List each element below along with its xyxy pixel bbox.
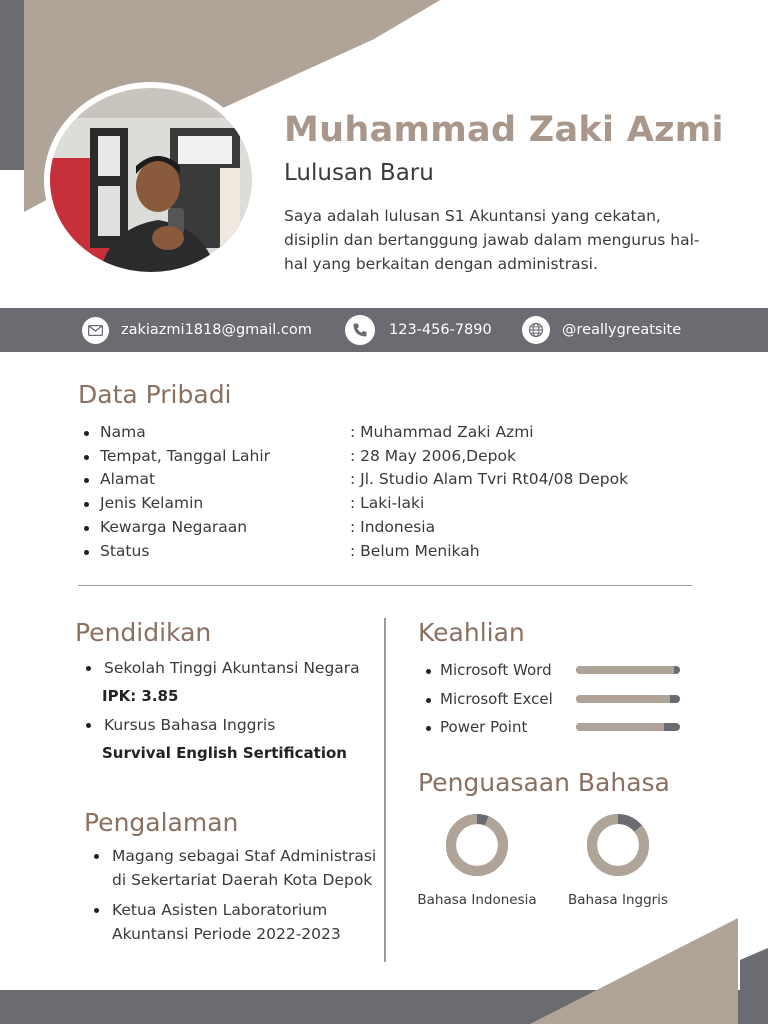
education-detail: IPK: 3.85 <box>102 687 179 705</box>
contact-website[interactable] <box>522 308 681 352</box>
personal-heading: Data Pribadi <box>78 380 232 409</box>
experience-item: Ketua Asisten Laboratorium Akuntansi Periode 2022-2023 <box>90 898 380 946</box>
language-ring-fill <box>451 819 503 871</box>
skill-item <box>424 713 680 742</box>
contact-email[interactable] <box>82 308 312 352</box>
personal-label: Tempat, Tanggal Lahir <box>80 447 350 465</box>
skill-bar-fill <box>576 695 670 703</box>
bottom-right-slate <box>740 948 768 1024</box>
phone-text: 123-456-7890 <box>389 322 492 338</box>
left-slate-edge <box>0 0 24 170</box>
skills-list <box>424 656 680 742</box>
summary-text: Saya adalah lulusan S1 Akuntansi yang cekatan, disiplin dan bertanggung jawab dalam mengurus hal-hal yang berkaitan dengan administrasi. <box>284 207 700 273</box>
phone-icon <box>345 315 375 345</box>
skill-bar <box>576 723 680 731</box>
column-divider <box>384 618 386 962</box>
personal-value: : Laki-laki <box>350 494 425 513</box>
education-list <box>82 656 382 770</box>
skill-label: Microsoft Excel <box>424 690 576 708</box>
education-heading: Pendidikan <box>75 618 212 647</box>
language-ring <box>442 810 512 880</box>
top-white-diagonal <box>372 0 768 40</box>
personal-value: : Belum Menikah <box>350 541 480 560</box>
skill-bar-fill <box>576 723 664 731</box>
personal-label: Jenis Kelamin <box>80 494 350 512</box>
skill-bar <box>576 666 680 674</box>
website-text: @reallygreatsite <box>562 322 682 338</box>
language-label: Bahasa Inggris <box>568 892 668 908</box>
personal-label: Kewarga Negaraan <box>80 518 350 536</box>
personal-row <box>80 515 700 539</box>
personal-row <box>80 491 700 515</box>
contact-bar <box>0 308 768 352</box>
section-divider <box>78 585 692 586</box>
skill-bar-fill <box>576 666 674 674</box>
experience-heading: Pengalaman <box>84 808 239 837</box>
personal-row <box>80 468 700 492</box>
personal-value: : Indonesia <box>350 518 436 537</box>
language-item <box>407 810 547 908</box>
personal-row <box>80 444 700 468</box>
candidate-name: Muhammad Zaki Azmi <box>284 110 724 150</box>
personal-label: Alamat <box>80 470 350 488</box>
language-item <box>548 810 688 908</box>
personal-label: Status <box>80 542 350 560</box>
personal-value: : Jl. Studio Alam Tvri Rt04/08 Depok <box>350 470 629 489</box>
email-icon <box>82 317 109 344</box>
candidate-role: Lulusan Baru <box>284 160 434 186</box>
language-ring <box>583 810 653 880</box>
contact-phone[interactable] <box>345 308 492 352</box>
personal-value: : 28 May 2006,Depok <box>350 446 516 465</box>
personal-value: : Muhammad Zaki Azmi <box>350 422 534 441</box>
language-label: Bahasa Indonesia <box>417 892 537 908</box>
personal-data-list <box>80 420 700 563</box>
email-text: zakiazmi1818@gmail.com <box>121 322 312 338</box>
skill-bar <box>576 695 680 703</box>
profile-photo <box>44 82 258 278</box>
experience-list <box>90 844 380 952</box>
education-title: Sekolah Tinggi Akuntansi Negara <box>82 656 382 684</box>
skill-label: Power Point <box>424 718 576 736</box>
education-title: Kursus Bahasa Inggris <box>82 713 382 741</box>
languages-heading: Penguasaan Bahasa <box>418 768 670 797</box>
education-detail: Survival English Sertification <box>102 744 347 762</box>
skills-heading: Keahlian <box>418 618 525 647</box>
experience-item: Magang sebagai Staf Administrasi di Sekertariat Daerah Kota Depok <box>90 844 380 892</box>
personal-row <box>80 420 700 444</box>
personal-row <box>80 539 700 563</box>
photo-illustration <box>50 88 252 272</box>
globe-icon <box>522 316 550 344</box>
skill-item <box>424 656 680 685</box>
skill-label: Microsoft Word <box>424 661 576 679</box>
personal-label: Nama <box>80 423 350 441</box>
skill-item <box>424 685 680 714</box>
